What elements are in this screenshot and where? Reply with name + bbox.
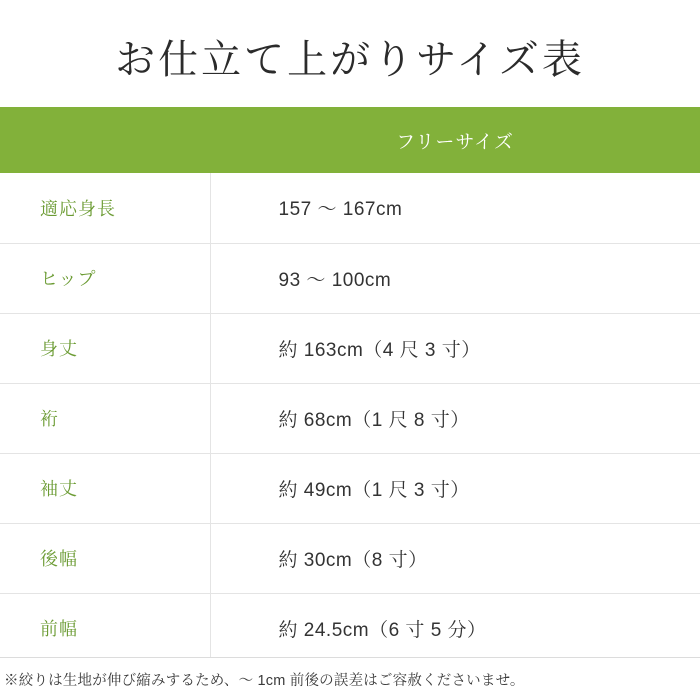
row-label: 前幅	[40, 619, 78, 640]
size-table-body	[0, 107, 700, 663]
page-title: お仕立て上がりサイズ表	[115, 37, 585, 82]
table-row	[0, 523, 700, 593]
row-label: ヒップ	[0, 243, 210, 313]
row-value: 157 〜 167cm	[210, 173, 700, 243]
size-table	[0, 107, 700, 663]
row-label: 裄	[0, 383, 210, 453]
table-row	[0, 243, 700, 313]
row-label: 身丈	[0, 313, 210, 383]
row-label: 適応身長	[0, 173, 210, 243]
row-value: 約 163cm（4 尺 3 寸）	[210, 313, 700, 383]
row-value: 約 68cm（1 尺 8 寸）	[210, 383, 700, 453]
table-row	[0, 593, 700, 663]
row-value: 約 30cm（8 寸）	[210, 523, 700, 593]
table-row	[0, 313, 700, 383]
table-header-row	[0, 107, 700, 173]
row-value: 93 〜 100cm	[210, 243, 700, 313]
table-row	[0, 453, 700, 523]
footnote: ※絞りは生地が伸び縮みするため、〜 1cm 前後の誤差はご容赦くださいませ。	[0, 657, 700, 700]
row-label: 後幅	[0, 523, 210, 593]
row-value: 約 49cm（1 尺 3 寸）	[210, 453, 700, 523]
table-header-label-cell	[0, 107, 210, 173]
row-label: 袖丈	[0, 453, 210, 523]
row-value: 約 24.5cm（6 寸 5 分）	[210, 593, 700, 663]
table-row	[0, 173, 700, 243]
table-row	[0, 383, 700, 453]
table-header-value-cell: フリーサイズ	[210, 107, 700, 173]
